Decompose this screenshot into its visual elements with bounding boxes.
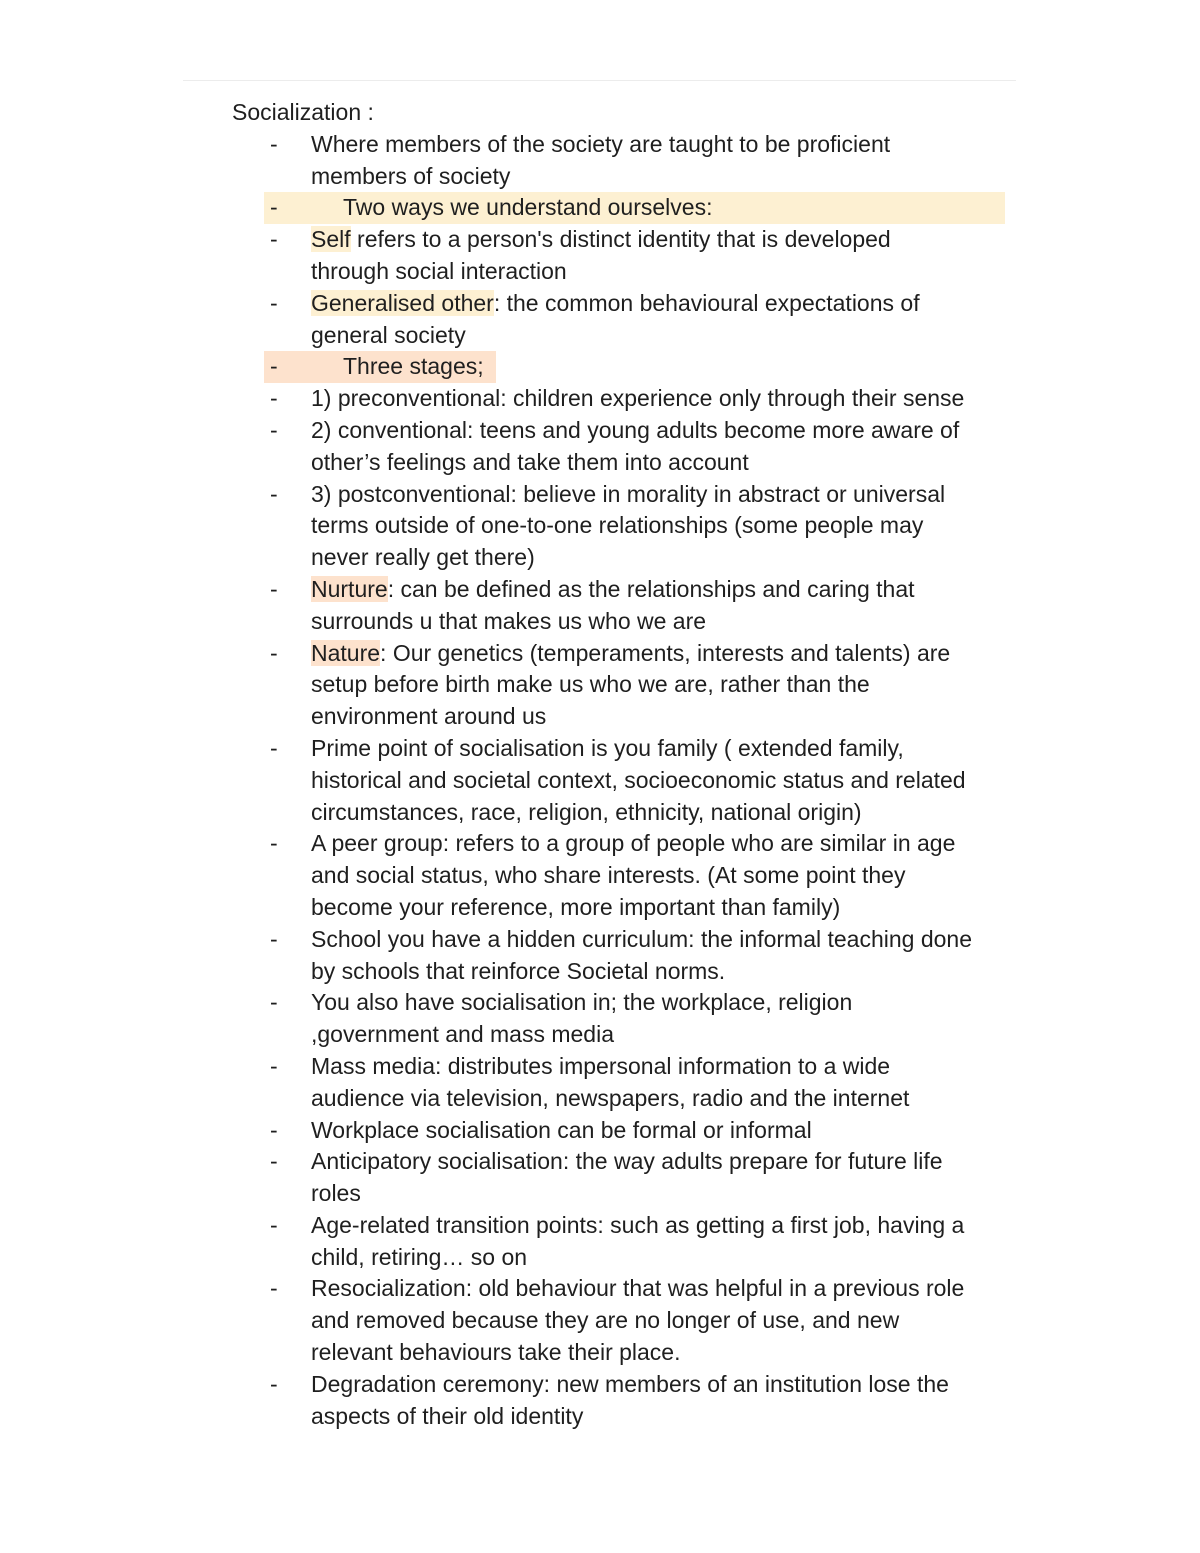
item-text: You also have socialisation in; the workplace, religion ,government and mass media	[311, 989, 853, 1048]
bullet-dash: -	[270, 385, 278, 412]
bullet-dash: -	[270, 989, 278, 1016]
list-item	[232, 1115, 973, 1147]
item-text: School you have a hidden curriculum: the informal teaching done by schools that reinforce Societal norms.	[311, 925, 973, 984]
list-item	[232, 1210, 973, 1274]
list-item	[232, 1369, 973, 1433]
list-item-highlighted	[264, 192, 1005, 224]
list-item	[232, 1146, 973, 1210]
bullet-dash: -	[270, 1370, 278, 1397]
list-item	[232, 828, 973, 923]
bullet-dash: -	[270, 353, 278, 380]
list-item	[232, 288, 973, 352]
document-body	[232, 97, 992, 1432]
list-item	[232, 129, 973, 193]
bullet-dash: -	[270, 1275, 278, 1302]
bullet-dash: -	[270, 830, 278, 857]
item-text: Two ways we understand ourselves:	[343, 194, 713, 221]
list-item	[232, 224, 973, 288]
notes-list	[232, 129, 992, 1433]
item-text: refers to a person's distinct identity that is developed through social interaction	[311, 226, 891, 284]
item-text: : Our genetics (temperaments, interests and talents) are setup before birth make us who we are, rather than the environment around us	[311, 639, 951, 730]
highlighted-term: Nature	[311, 639, 381, 666]
bullet-dash: -	[270, 1052, 278, 1079]
item-text: : the common behavioural expectations of general society	[311, 289, 920, 348]
item-text: Prime point of socialisation is you family ( extended family, historical and societal context, socioeconomic status and related circumstances, race, religion, ethnicity, national origin)	[311, 734, 966, 825]
bullet-dash: -	[270, 1116, 278, 1143]
list-item	[232, 1273, 973, 1368]
item-text: 2) conventional: teens and young adults become more aware of other’s feelings and take them into account	[311, 416, 960, 475]
list-item	[232, 987, 973, 1051]
page-top-divider	[183, 80, 1016, 81]
bullet-dash: -	[270, 226, 278, 253]
bullet-dash: -	[270, 130, 278, 157]
list-item	[232, 733, 973, 828]
list-item	[232, 1051, 973, 1115]
item-text: Anticipatory socialisation: the way adults prepare for future life roles	[311, 1148, 943, 1207]
list-item	[232, 638, 973, 733]
item-text: 1) preconventional: children experience only through their sense	[311, 385, 965, 412]
bullet-dash: -	[270, 639, 278, 666]
item-text: Where members of the society are taught to be proficient members of society	[311, 130, 891, 189]
bullet-dash: -	[270, 1211, 278, 1238]
item-text: Resocialization: old behaviour that was helpful in a previous role and removed because they are no longer of use, and new relevant behaviours take their place.	[311, 1275, 965, 1366]
bullet-dash: -	[270, 575, 278, 602]
bullet-dash: -	[270, 194, 278, 221]
highlighted-term: Nurture	[311, 575, 388, 602]
item-text: 3) postconventional: believe in morality in abstract or universal terms outside of one-to-one relationships (some people may never really get there)	[311, 480, 946, 571]
bullet-dash: -	[270, 416, 278, 443]
list-item-highlighted	[264, 351, 496, 383]
bullet-dash: -	[270, 734, 278, 761]
bullet-dash: -	[270, 925, 278, 952]
list-item	[232, 415, 973, 479]
item-text: Mass media: distributes impersonal information to a wide audience via television, newspapers, radio and the internet	[311, 1052, 910, 1111]
document-title: Socialization :	[232, 99, 374, 125]
item-text: Three stages;	[343, 353, 484, 380]
item-text: : can be defined as the relationships and caring that surrounds u that makes us who we are	[311, 575, 915, 634]
list-item	[232, 574, 973, 638]
list-item	[232, 383, 973, 415]
item-text: Degradation ceremony: new members of an institution lose the aspects of their old identity	[311, 1370, 949, 1429]
bullet-dash: -	[270, 480, 278, 507]
highlighted-term: Self	[311, 226, 351, 253]
list-item	[232, 479, 973, 574]
bullet-dash: -	[270, 289, 278, 316]
item-text: Workplace socialisation can be formal or informal	[311, 1116, 812, 1143]
bullet-dash: -	[270, 1148, 278, 1175]
item-text: Age-related transition points: such as getting a first job, having a child, retiring… so on	[311, 1211, 965, 1270]
item-text: A peer group: refers to a group of people who are similar in age and social status, who share interests. (At some point they become your reference, more important than family)	[311, 830, 956, 920]
highlighted-term: Generalised other	[311, 289, 494, 316]
list-item	[232, 924, 973, 988]
